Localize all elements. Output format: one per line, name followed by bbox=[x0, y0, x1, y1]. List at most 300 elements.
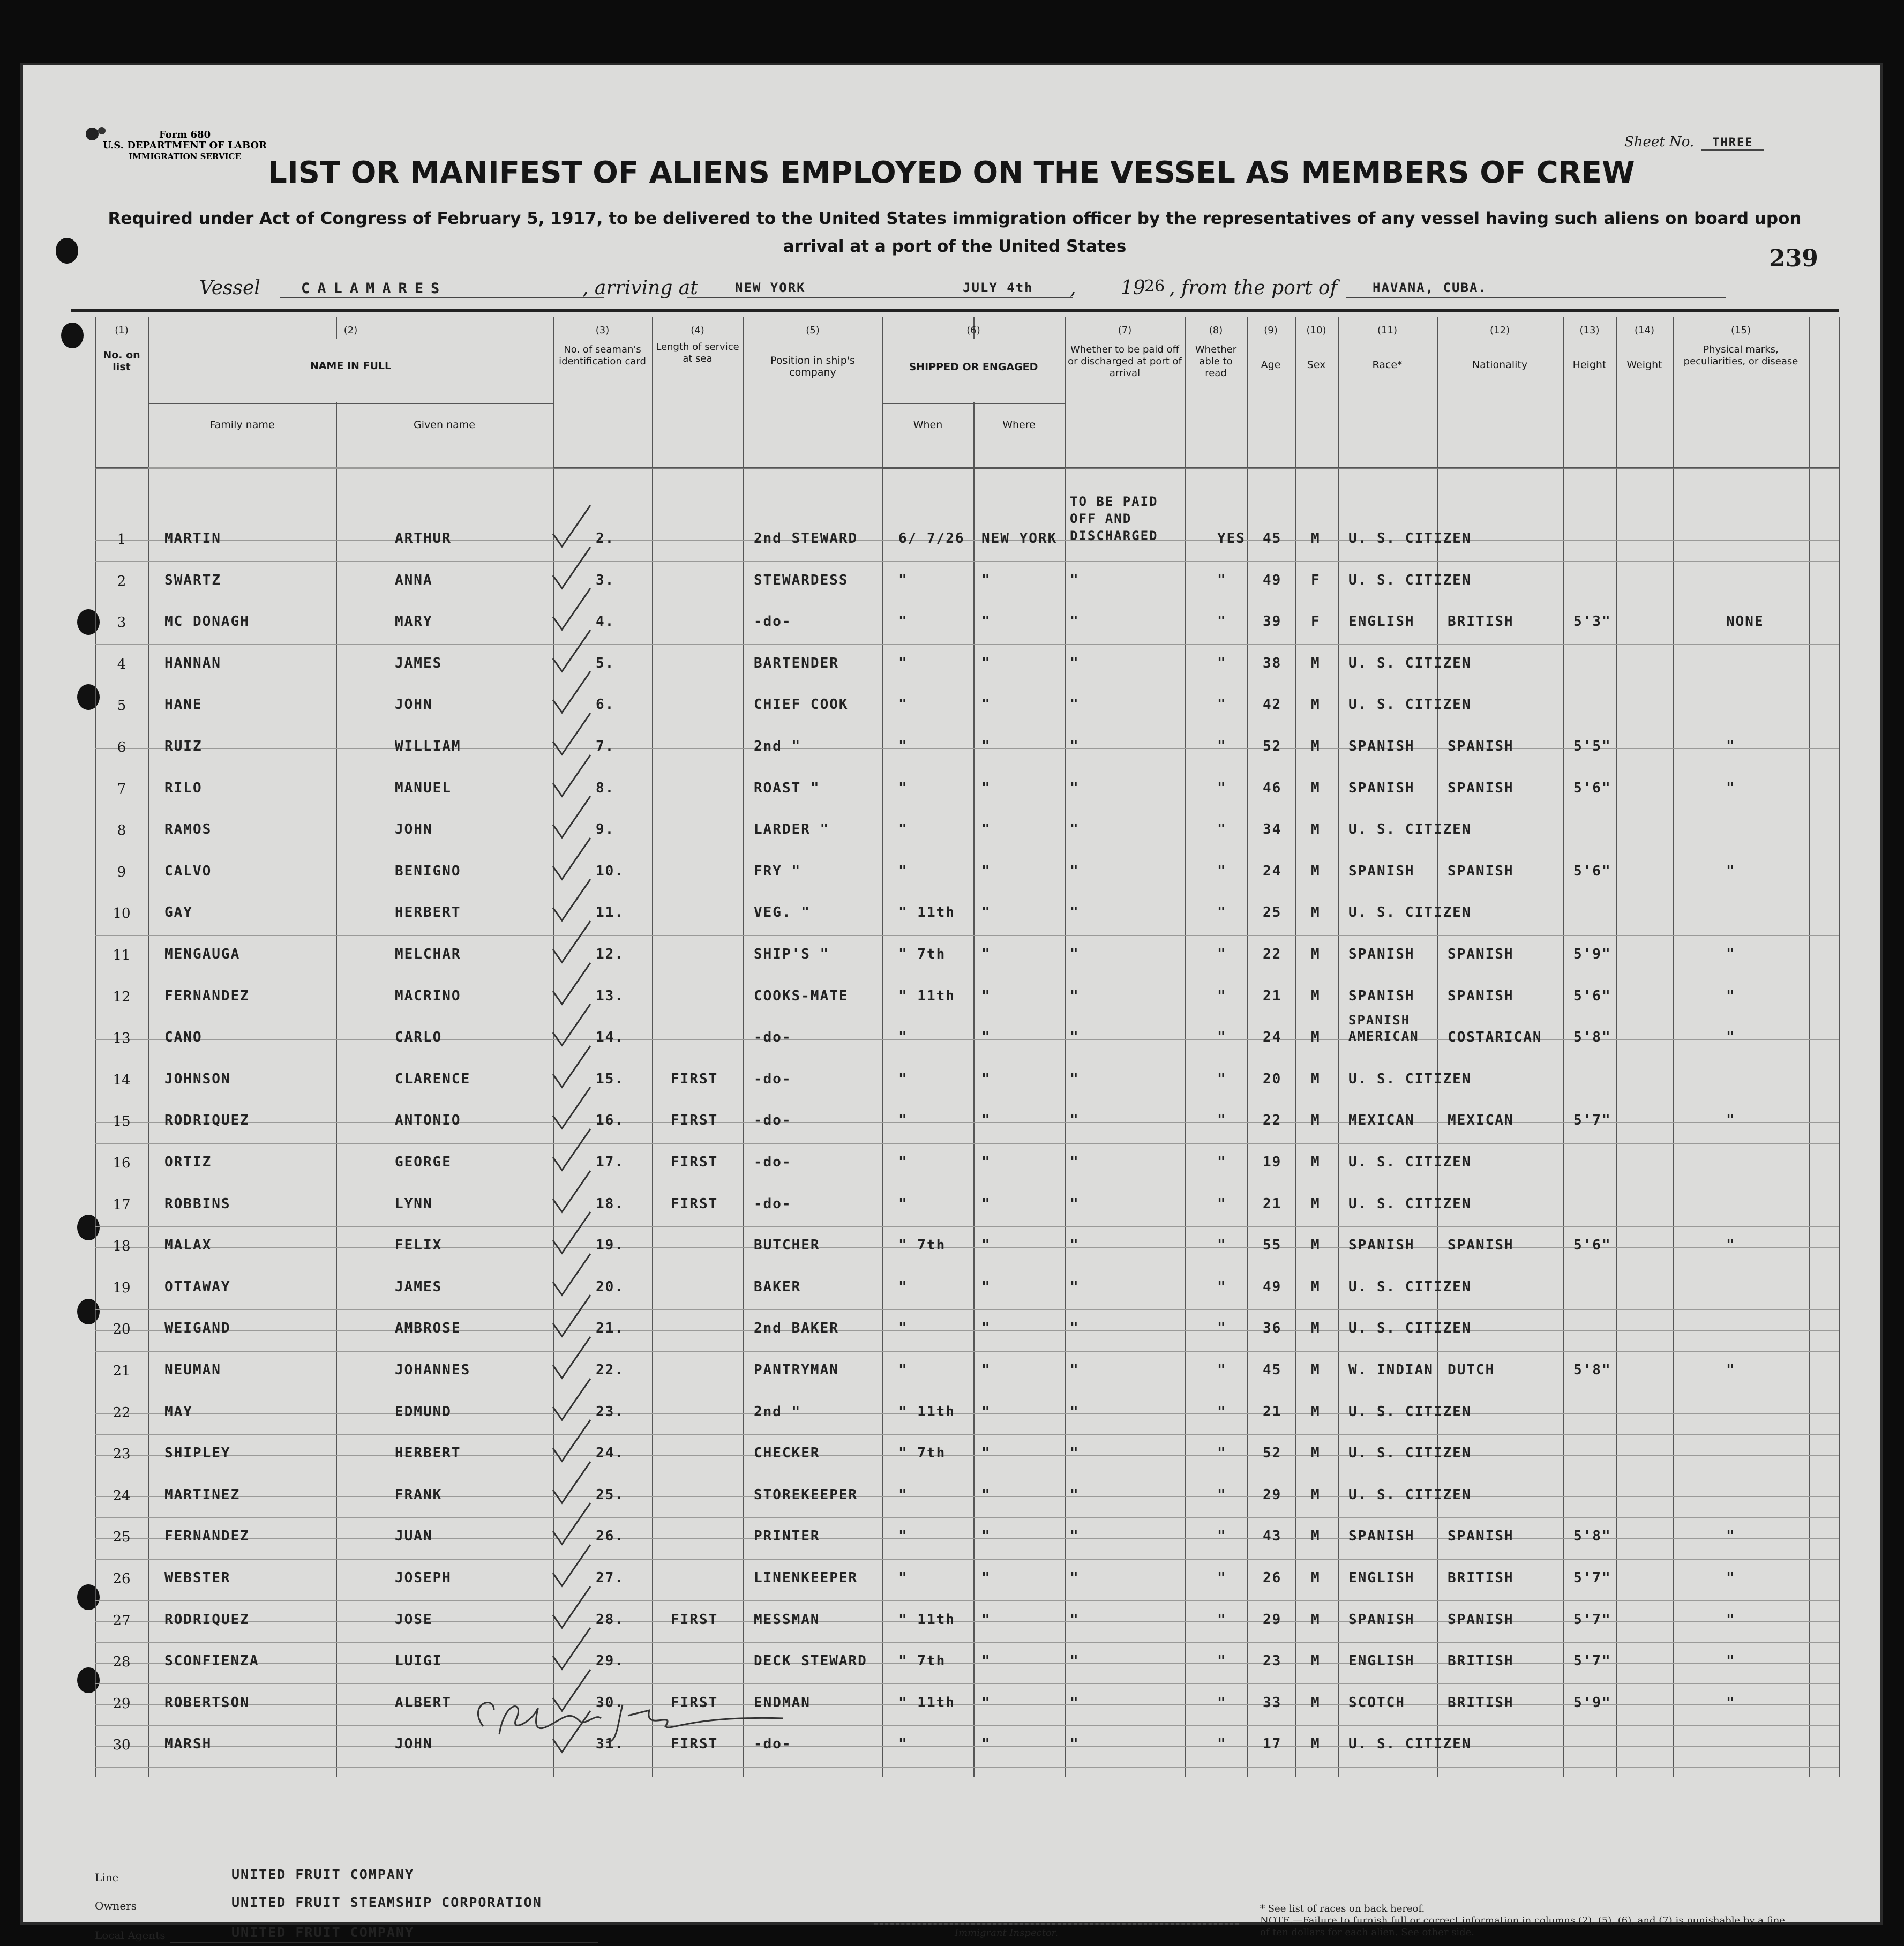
row-number: 9 bbox=[117, 864, 126, 880]
cell-given: JOHN bbox=[395, 1736, 433, 1752]
cell-when: " bbox=[898, 821, 908, 837]
cell-nationality: SPANISH bbox=[1448, 738, 1514, 754]
cell-age: 42 bbox=[1263, 697, 1282, 713]
cell-paid: " bbox=[1070, 738, 1080, 754]
cell-physical: " bbox=[1726, 1695, 1736, 1711]
cell-given: LUIGI bbox=[395, 1653, 443, 1669]
cell-race: U. S. CITIZEN bbox=[1348, 1071, 1472, 1087]
column-rule bbox=[1839, 317, 1840, 1777]
cell-where: " bbox=[981, 1029, 991, 1045]
ruled-line bbox=[95, 1600, 1839, 1601]
column-number: (2) bbox=[343, 325, 358, 336]
cell-age: 21 bbox=[1263, 988, 1282, 1004]
cell-position: CHECKER bbox=[754, 1445, 820, 1461]
header-name-in-full: NAME IN FULL bbox=[310, 360, 392, 372]
cell-length: FIRST bbox=[671, 1071, 718, 1087]
cell-physical: " bbox=[1726, 1237, 1736, 1253]
cell-paid: " bbox=[1070, 1029, 1080, 1045]
cell-family: MC DONAGH bbox=[164, 613, 250, 630]
cell-given: CLARENCE bbox=[395, 1071, 471, 1087]
cell-length: FIRST bbox=[671, 1196, 718, 1212]
ruled-line bbox=[95, 1642, 1839, 1643]
cell-sex: M bbox=[1311, 946, 1321, 962]
cell-sex: M bbox=[1311, 821, 1321, 837]
cell-given: WILLIAM bbox=[395, 738, 461, 754]
cell-when: " bbox=[898, 1112, 908, 1128]
cell-family: SCONFIENZA bbox=[164, 1653, 259, 1669]
cell-when: " 7th bbox=[898, 1237, 946, 1253]
cell-physical: " bbox=[1726, 1612, 1736, 1628]
cell-read: " bbox=[1217, 1528, 1227, 1544]
cell-race: U. S. CITIZEN bbox=[1348, 1445, 1472, 1461]
cell-position: ROAST " bbox=[754, 780, 820, 796]
ruled-line bbox=[95, 1455, 1839, 1456]
column-number: (11) bbox=[1377, 325, 1397, 336]
column-number: (10) bbox=[1306, 325, 1326, 336]
row-number: 3 bbox=[117, 615, 126, 631]
cell-age: 39 bbox=[1263, 613, 1282, 630]
cell-age: 29 bbox=[1263, 1487, 1282, 1503]
cell-age: 49 bbox=[1263, 1279, 1282, 1295]
cell-sex: M bbox=[1311, 1528, 1321, 1544]
cell-where: " bbox=[981, 1154, 991, 1170]
cell-when: " 11th bbox=[898, 988, 955, 1004]
cell-sex: M bbox=[1311, 1445, 1321, 1461]
cell-age: 25 bbox=[1263, 904, 1282, 920]
cell-where: " bbox=[981, 863, 991, 879]
header-paid-off: Whether to be paid off or discharged at port of arrival bbox=[1068, 344, 1182, 379]
cell-sex: M bbox=[1311, 1237, 1321, 1253]
cell-family: RILO bbox=[164, 780, 203, 796]
cell-physical: " bbox=[1726, 780, 1736, 796]
cell-when: " bbox=[898, 1196, 908, 1212]
cell-paid: " bbox=[1070, 1362, 1080, 1378]
cell-nationality: SPANISH bbox=[1448, 1237, 1514, 1253]
cell-given: ANTONIO bbox=[395, 1112, 461, 1128]
cell-position: LINENKEEPER bbox=[754, 1570, 858, 1586]
cell-where: " bbox=[981, 1196, 991, 1212]
cell-where: " bbox=[981, 1279, 991, 1295]
header-no-on-list: No. on list bbox=[103, 349, 140, 373]
cell-nationality: BRITISH bbox=[1448, 1653, 1514, 1669]
cell-age: 17 bbox=[1263, 1736, 1282, 1752]
cell-read: " bbox=[1217, 1404, 1227, 1420]
column-number: (6) bbox=[966, 325, 980, 336]
agents-label: Local Agents bbox=[95, 1929, 166, 1942]
cell-paid: " bbox=[1070, 1154, 1080, 1170]
year-suffix: 26 bbox=[1144, 277, 1165, 296]
checkmark-icon bbox=[550, 794, 593, 842]
cell-height: 5'8" bbox=[1573, 1362, 1611, 1378]
cell-when: " bbox=[898, 655, 908, 671]
cell-read: YES bbox=[1217, 530, 1246, 547]
column-rule bbox=[743, 317, 744, 1777]
row-number: 17 bbox=[113, 1197, 131, 1213]
row-number: 19 bbox=[113, 1280, 131, 1296]
cell-age: 52 bbox=[1263, 1445, 1282, 1461]
cell-height: 5'6" bbox=[1573, 988, 1611, 1004]
cell-card: 2. bbox=[596, 530, 615, 547]
cell-when: " bbox=[898, 1320, 908, 1336]
cell-race: SPANISH AMERICAN bbox=[1348, 1013, 1419, 1044]
cell-given: LYNN bbox=[395, 1196, 433, 1212]
cell-given: JOHN bbox=[395, 697, 433, 713]
sheet-value: THREE bbox=[1701, 136, 1764, 151]
cell-where: " bbox=[981, 780, 991, 796]
cell-age: 21 bbox=[1263, 1196, 1282, 1212]
header-physical: Physical marks, peculiarities, or disease bbox=[1683, 344, 1798, 367]
arrival-date: JULY 4th bbox=[963, 280, 1033, 295]
cell-position: LARDER " bbox=[754, 821, 830, 837]
cell-card: 27. bbox=[596, 1570, 624, 1586]
cell-paid: " bbox=[1070, 1695, 1080, 1711]
cell-read: " bbox=[1217, 1736, 1227, 1752]
cell-age: 33 bbox=[1263, 1695, 1282, 1711]
cell-family: ROBBINS bbox=[164, 1196, 231, 1212]
cell-read: " bbox=[1217, 655, 1227, 671]
cell-where: " bbox=[981, 1071, 991, 1087]
row-number: 2 bbox=[117, 573, 126, 589]
cell-sex: M bbox=[1311, 1404, 1321, 1420]
cell-when: " bbox=[898, 1528, 908, 1544]
cell-paid: " bbox=[1070, 1570, 1080, 1586]
name-in-full-divider bbox=[148, 403, 553, 404]
checkmark-icon bbox=[550, 1417, 593, 1465]
cell-card: 7. bbox=[596, 738, 615, 754]
cell-position: BAKER bbox=[754, 1279, 801, 1295]
header-position: Position in ship's company bbox=[770, 355, 855, 378]
cell-card: 22. bbox=[596, 1362, 624, 1378]
header-when: When bbox=[913, 419, 943, 431]
cell-sex: M bbox=[1311, 1487, 1321, 1503]
cell-sex: M bbox=[1311, 863, 1321, 879]
cell-physical: NONE bbox=[1726, 613, 1764, 630]
cell-card: 19. bbox=[596, 1237, 624, 1253]
cell-paid: " bbox=[1070, 1653, 1080, 1669]
cell-position: 2nd BAKER bbox=[754, 1320, 839, 1336]
cell-card: 11. bbox=[596, 904, 624, 920]
cell-given: MANUEL bbox=[395, 780, 452, 796]
cell-physical: " bbox=[1726, 988, 1736, 1004]
header-id-card: No. of seaman's identification card bbox=[559, 344, 646, 367]
cell-read: " bbox=[1217, 1237, 1227, 1253]
cell-nationality: SPANISH bbox=[1448, 946, 1514, 962]
cell-paid: " bbox=[1070, 1279, 1080, 1295]
cell-family: CANO bbox=[164, 1029, 203, 1045]
cell-where: " bbox=[981, 1237, 991, 1253]
cell-paid: " bbox=[1070, 697, 1080, 713]
page-number: 239 bbox=[1769, 245, 1818, 272]
cell-race: SPANISH bbox=[1348, 780, 1415, 796]
cell-age: 49 bbox=[1263, 572, 1282, 588]
ruled-line bbox=[95, 1226, 1839, 1227]
cell-given: ANNA bbox=[395, 572, 433, 588]
header-able-read: Whether able to read bbox=[1195, 344, 1237, 379]
cell-where: " bbox=[981, 1362, 991, 1378]
cell-sex: M bbox=[1311, 1695, 1321, 1711]
cell-read: " bbox=[1217, 613, 1227, 630]
cell-position: SHIP'S " bbox=[754, 946, 830, 962]
cell-position: MESSMAN bbox=[754, 1612, 820, 1628]
row-number: 23 bbox=[113, 1446, 131, 1462]
ruled-line bbox=[95, 1683, 1839, 1684]
cell-paid: " bbox=[1070, 655, 1080, 671]
column-rule bbox=[1673, 317, 1674, 1777]
ruled-line bbox=[95, 540, 1839, 541]
cell-height: 5'7" bbox=[1573, 1112, 1611, 1128]
cell-given: HERBERT bbox=[395, 1445, 461, 1461]
cell-card: 20. bbox=[596, 1279, 624, 1295]
cell-where: " bbox=[981, 655, 991, 671]
ruled-line bbox=[95, 1767, 1839, 1768]
row-number: 1 bbox=[117, 532, 126, 548]
cell-height: 5'6" bbox=[1573, 863, 1611, 879]
ruled-line bbox=[95, 1413, 1839, 1414]
cell-where: " bbox=[981, 613, 991, 630]
inspector-label: Immigrant Inspector. bbox=[955, 1927, 1059, 1938]
cell-position: STEWARDESS bbox=[754, 572, 849, 588]
column-rule bbox=[973, 317, 975, 1777]
cell-read: " bbox=[1217, 1196, 1227, 1212]
row-number: 16 bbox=[113, 1155, 131, 1171]
header-weight: Weight bbox=[1626, 359, 1662, 371]
cell-race: ENGLISH bbox=[1348, 1570, 1415, 1586]
agents-value: UNITED FRUIT COMPANY bbox=[231, 1925, 415, 1940]
cell-paid: " bbox=[1070, 988, 1080, 1004]
cell-paid: " bbox=[1070, 1071, 1080, 1087]
cell-height: 5'6" bbox=[1573, 1237, 1611, 1253]
cell-physical: " bbox=[1726, 946, 1736, 962]
cell-race: U. S. CITIZEN bbox=[1348, 821, 1472, 837]
cell-where: " bbox=[981, 1528, 991, 1544]
header-length-service: Length of service at sea bbox=[656, 341, 739, 364]
cell-family: MENGAUGA bbox=[164, 946, 241, 962]
cell-where: " bbox=[981, 1445, 991, 1461]
cell-race: SPANISH bbox=[1348, 863, 1415, 879]
cell-family: WEBSTER bbox=[164, 1570, 231, 1586]
cell-where: " bbox=[981, 572, 991, 588]
cell-age: 43 bbox=[1263, 1528, 1282, 1544]
cell-read: " bbox=[1217, 988, 1227, 1004]
cell-position: 2nd " bbox=[754, 738, 801, 754]
cell-family: MARTINEZ bbox=[164, 1487, 241, 1503]
cell-race: U. S. CITIZEN bbox=[1348, 904, 1472, 920]
cell-when: " bbox=[898, 697, 908, 713]
cell-family: ORTIZ bbox=[164, 1154, 212, 1170]
cell-card: 10. bbox=[596, 863, 624, 879]
arriving-label: , arriving at bbox=[582, 277, 698, 299]
cell-physical: " bbox=[1726, 1528, 1736, 1544]
ruled-line bbox=[95, 935, 1839, 936]
service-name: IMMIGRATION SERVICE bbox=[129, 152, 241, 161]
cell-card: 26. bbox=[596, 1528, 624, 1544]
cell-position: COOKS-MATE bbox=[754, 988, 849, 1004]
checkmark-icon bbox=[550, 1542, 593, 1590]
header-shipped: SHIPPED OR ENGAGED bbox=[909, 361, 1038, 373]
cell-read: " bbox=[1217, 780, 1227, 796]
checkmark-icon bbox=[550, 1500, 593, 1548]
cell-family: SHIPLEY bbox=[164, 1445, 231, 1461]
cell-card: 12. bbox=[596, 946, 624, 962]
cell-age: 52 bbox=[1263, 738, 1282, 754]
cell-read: " bbox=[1217, 1695, 1227, 1711]
column-rule bbox=[95, 317, 96, 1777]
cell-when: " bbox=[898, 613, 908, 630]
cell-card: 5. bbox=[596, 655, 615, 671]
cell-position: PRINTER bbox=[754, 1528, 820, 1544]
column-number: (14) bbox=[1635, 325, 1654, 336]
cell-nationality: SPANISH bbox=[1448, 780, 1514, 796]
cell-paid: " bbox=[1070, 904, 1080, 920]
ruled-line bbox=[95, 1309, 1839, 1310]
header-given-name: Given name bbox=[414, 419, 475, 431]
vessel-label: Vessel bbox=[199, 277, 260, 299]
cell-race: U. S. CITIZEN bbox=[1348, 1154, 1472, 1170]
cell-read: " bbox=[1217, 1570, 1227, 1586]
cell-family: JOHNSON bbox=[164, 1071, 231, 1087]
line-value: UNITED FRUIT COMPANY bbox=[231, 1867, 415, 1882]
column-rule bbox=[148, 317, 149, 1777]
cell-read: " bbox=[1217, 1112, 1227, 1128]
cell-when: " bbox=[898, 1279, 908, 1295]
cell-family: OTTAWAY bbox=[164, 1279, 231, 1295]
header-race: Race* bbox=[1372, 359, 1403, 371]
cell-nationality: DUTCH bbox=[1448, 1362, 1495, 1378]
row-number: 26 bbox=[113, 1571, 131, 1587]
cell-sex: M bbox=[1311, 1570, 1321, 1586]
cell-age: 21 bbox=[1263, 1404, 1282, 1420]
cell-position: -do- bbox=[754, 1736, 792, 1752]
cell-when: " bbox=[898, 1154, 908, 1170]
cell-position: -do- bbox=[754, 1196, 792, 1212]
column-rule bbox=[1563, 317, 1564, 1777]
cell-given: MELCHAR bbox=[395, 946, 461, 962]
row-number: 13 bbox=[113, 1030, 131, 1046]
header-rule bbox=[71, 309, 1839, 312]
cell-where: " bbox=[981, 1612, 991, 1628]
cell-card: 9. bbox=[596, 821, 615, 837]
column-rule bbox=[1185, 317, 1186, 1777]
cell-race: U. S. CITIZEN bbox=[1348, 1196, 1472, 1212]
row-number: 4 bbox=[117, 656, 126, 672]
cell-height: 5'7" bbox=[1573, 1570, 1611, 1586]
row-number: 5 bbox=[117, 698, 126, 714]
column-number: (1) bbox=[115, 325, 129, 336]
cell-race: U. S. CITIZEN bbox=[1348, 1404, 1472, 1420]
cell-race: SPANISH bbox=[1348, 1612, 1415, 1628]
cell-when: " bbox=[898, 1362, 908, 1378]
cell-race: U. S. CITIZEN bbox=[1348, 1279, 1472, 1295]
column-number: (8) bbox=[1209, 325, 1223, 336]
cell-read: " bbox=[1217, 946, 1227, 962]
cell-read: " bbox=[1217, 904, 1227, 920]
cell-sex: M bbox=[1311, 988, 1321, 1004]
checkmark-icon bbox=[550, 1292, 593, 1341]
cell-age: 19 bbox=[1263, 1154, 1282, 1170]
checkmark-icon bbox=[550, 1334, 593, 1382]
cell-age: 20 bbox=[1263, 1071, 1282, 1087]
cell-family: FERNANDEZ bbox=[164, 1528, 250, 1544]
cell-paid: " bbox=[1070, 572, 1080, 588]
cell-position: STOREKEEPER bbox=[754, 1487, 858, 1503]
cell-nationality: BRITISH bbox=[1448, 1570, 1514, 1586]
cell-height: 5'6" bbox=[1573, 780, 1611, 796]
cell-family: SWARTZ bbox=[164, 572, 221, 588]
cell-where: " bbox=[981, 904, 991, 920]
checkmark-icon bbox=[550, 503, 593, 551]
row-number: 6 bbox=[117, 739, 126, 755]
checkmark-icon bbox=[550, 1126, 593, 1174]
header-height: Height bbox=[1572, 359, 1607, 371]
column-rule bbox=[882, 317, 883, 1777]
cell-paid: " bbox=[1070, 780, 1080, 796]
cell-card: 13. bbox=[596, 988, 624, 1004]
cell-position: VEG. " bbox=[754, 904, 811, 920]
cell-paid: " bbox=[1070, 1612, 1080, 1628]
column-rule bbox=[1616, 317, 1617, 1777]
cell-position: PANTRYMAN bbox=[754, 1362, 839, 1378]
cell-family: MARTIN bbox=[164, 530, 221, 547]
row-number: 12 bbox=[113, 989, 131, 1005]
checkmark-icon bbox=[550, 877, 593, 925]
cell-nationality: SPANISH bbox=[1448, 988, 1514, 1004]
ruled-line bbox=[95, 1725, 1839, 1726]
cell-read: " bbox=[1217, 1612, 1227, 1628]
cell-when: " bbox=[898, 1029, 908, 1045]
column-number: (12) bbox=[1490, 325, 1510, 336]
cell-when: " bbox=[898, 1736, 908, 1752]
fine-note: NOTE.—Failure to furnish full or correct information in columns (2), (5), (6), and (7) is punishable by a fine of ten dollars for each alien. See other side. bbox=[1260, 1915, 1785, 1938]
cell-race: SPANISH bbox=[1348, 946, 1415, 962]
cell-family: GAY bbox=[164, 904, 193, 920]
cell-position: BARTENDER bbox=[754, 655, 839, 671]
cell-age: 24 bbox=[1263, 1029, 1282, 1045]
cell-family: RUIZ bbox=[164, 738, 203, 754]
cell-age: 45 bbox=[1263, 530, 1282, 547]
cell-sex: M bbox=[1311, 530, 1321, 547]
cell-height: 5'8" bbox=[1573, 1029, 1611, 1045]
cell-when: " bbox=[898, 738, 908, 754]
cell-physical: " bbox=[1726, 1112, 1736, 1128]
name-sub-divider bbox=[148, 468, 553, 469]
cell-given: CARLO bbox=[395, 1029, 443, 1045]
cell-sex: M bbox=[1311, 1736, 1321, 1752]
cell-where: " bbox=[981, 988, 991, 1004]
cell-nationality: SPANISH bbox=[1448, 1612, 1514, 1628]
cell-physical: " bbox=[1726, 738, 1736, 754]
cell-read: " bbox=[1217, 1320, 1227, 1336]
cell-read: " bbox=[1217, 572, 1227, 588]
column-rule bbox=[1809, 317, 1810, 1777]
cell-position: DECK STEWARD bbox=[754, 1653, 867, 1669]
cell-height: 5'8" bbox=[1573, 1528, 1611, 1544]
sheet-number bbox=[1624, 134, 1764, 150]
cell-position: 2nd " bbox=[754, 1404, 801, 1420]
column-number: (4) bbox=[691, 325, 704, 336]
cell-given: EDMUND bbox=[395, 1404, 452, 1420]
cell-card: 30. bbox=[596, 1695, 624, 1711]
cell-card: 18. bbox=[596, 1196, 624, 1212]
cell-card: 15. bbox=[596, 1071, 624, 1087]
cell-where: " bbox=[981, 738, 991, 754]
row-number: 14 bbox=[113, 1072, 131, 1088]
cell-position: -do- bbox=[754, 1071, 792, 1087]
cell-given: GEORGE bbox=[395, 1154, 452, 1170]
cell-paid: " bbox=[1070, 1320, 1080, 1336]
cell-age: 34 bbox=[1263, 821, 1282, 837]
checkmark-icon bbox=[550, 1625, 593, 1673]
cell-paid: " bbox=[1070, 1404, 1080, 1420]
